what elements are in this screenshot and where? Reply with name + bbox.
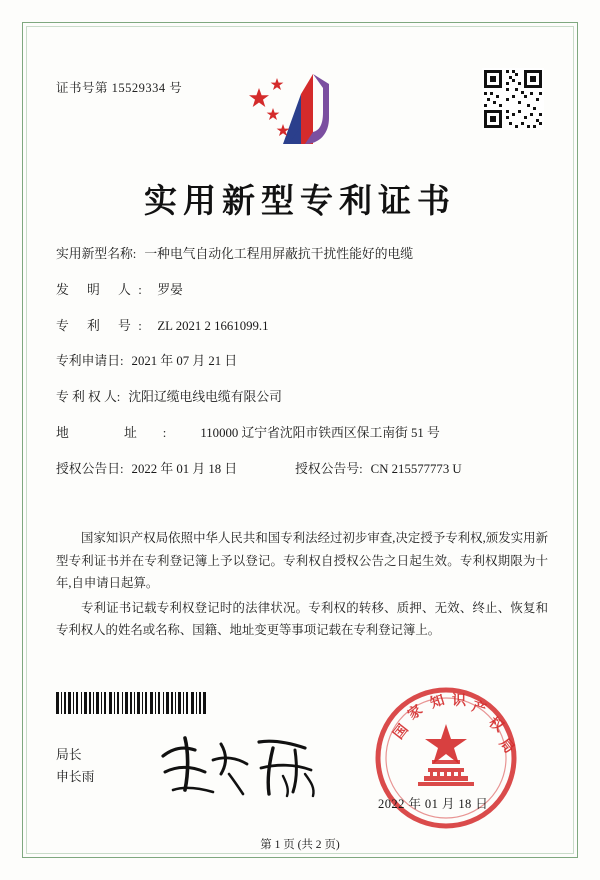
grant-date-label: 授权公告日:: [56, 461, 124, 476]
fields-list: [56, 248, 546, 499]
svg-text:家: 家: [405, 702, 426, 724]
field-row-application-date: [56, 355, 546, 368]
qr-code-icon: [482, 68, 544, 130]
paragraph-2: 专利证书记载专利权登记时的法律状况。专利权的转移、质押、无效、终止、恢复和专利权人的姓名或名称、国籍、地址变更等事项记载在专利登记簿上。: [56, 600, 548, 638]
svg-text:产: 产: [469, 699, 488, 719]
field-row-patentee: [56, 391, 546, 404]
legal-paragraphs: [56, 527, 548, 644]
field-row-patent-number: [56, 320, 546, 333]
field-label: 专 利 权 人:: [56, 390, 121, 405]
svg-text:权: 权: [485, 715, 506, 736]
field-value: 沈阳辽缆电线电缆有限公司: [128, 390, 282, 405]
field-label: 专利申请日:: [56, 354, 124, 369]
grant-number-value: CN 215577773 U: [370, 461, 462, 476]
handwritten-signature: [155, 730, 335, 800]
field-row-inventor: [56, 284, 546, 297]
field-value: 罗晏: [157, 282, 183, 297]
paragraph-1: 国家知识产权局依照中华人民共和国专利法经过初步审查,决定授予专利权,颁发实用新型专利证书并在专利登记簿上予以登记。专利权自授权公告之日起生效。专利权期限为十年,自申请日起算。: [56, 531, 548, 591]
field-value: 一种电气自动化工程用屏蔽抗干扰性能好的电缆: [144, 247, 414, 261]
field-row-address: [56, 427, 546, 440]
certificate-number: 证书号第 15529334 号: [56, 81, 183, 95]
field-label: 地 址:: [56, 425, 193, 440]
svg-text:局: 局: [495, 736, 517, 757]
signature-labels: [56, 744, 94, 788]
page-title: 实用新型专利证书: [144, 184, 456, 220]
field-row-name: [56, 248, 546, 261]
svg-text:识: 识: [452, 694, 466, 709]
svg-text:国: 国: [391, 722, 412, 743]
director-name-label: 申长雨: [56, 770, 95, 784]
field-value: 110000 辽宁省沈阳市铁西区保工南街 51 号: [200, 425, 440, 440]
field-label: 发 明 人:: [56, 282, 150, 297]
cnipa-logo-icon: [243, 68, 359, 150]
page-footer: 第 1 页 (共 2 页): [260, 839, 340, 851]
field-label: 专 利 号:: [56, 318, 150, 333]
field-value: 2021 年 07 月 21 日: [131, 354, 238, 369]
director-title-label: 局长: [56, 748, 82, 762]
field-row-grant: [56, 463, 546, 476]
field-label: 实用新型名称:: [56, 247, 137, 261]
barcode-icon: [56, 692, 206, 714]
svg-text:知: 知: [428, 693, 447, 712]
field-value: ZL 2021 2 1661099.1: [157, 318, 269, 333]
grant-number-label: 授权公告号:: [295, 461, 363, 476]
seal-date: 2022 年 01 月 18 日: [378, 797, 489, 811]
grant-date-value: 2022 年 01 月 18 日: [131, 461, 238, 476]
